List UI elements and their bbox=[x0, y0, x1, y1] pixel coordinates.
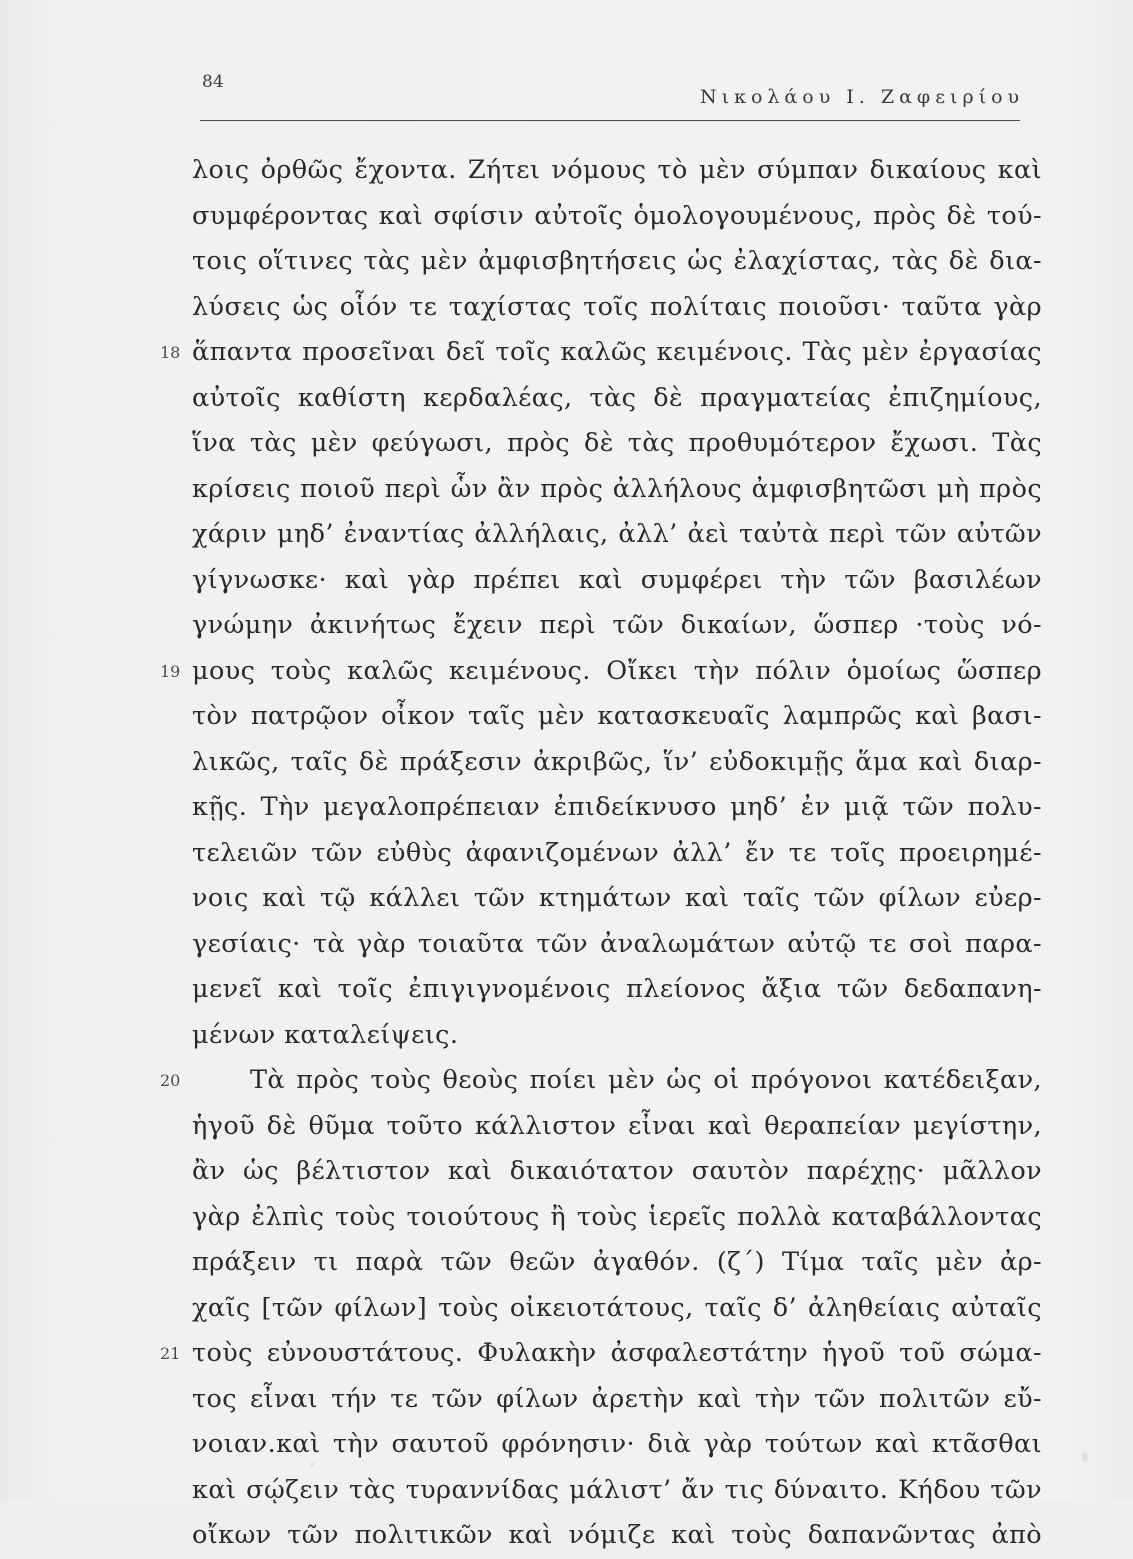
line-text: τος εἶναι τήν τε τῶν φίλων ἀρετὴν καὶ τὴν τῶν πολιτῶν εὔ- bbox=[192, 1383, 1042, 1414]
line-text: συμφέροντας καὶ σφίσιν αὐτοῖς ὁμολογουμένους, πρὸς δὲ τού- bbox=[192, 200, 1042, 231]
text-line bbox=[160, 649, 1042, 695]
text-line bbox=[192, 1422, 1042, 1468]
line-text: γνώμην ἀκινήτως ἔχειν περὶ τῶν δικαίων, ὥσπερ ·τοὺς νό- bbox=[192, 610, 1042, 640]
margin-line-number: 19 bbox=[160, 661, 181, 681]
line-text: κρίσεις ποιοῦ περὶ ὧν ἂν πρὸς ἀλλήλους ἀμφισβητῶσι μὴ πρὸς bbox=[192, 473, 1042, 504]
text-line bbox=[192, 1013, 1042, 1059]
margin-line-number: 21 bbox=[160, 1344, 181, 1363]
text-line bbox=[192, 876, 1042, 922]
text-line bbox=[192, 694, 1042, 740]
text-line bbox=[192, 785, 1042, 831]
line-text: πράξειν τι παρὰ τῶν θεῶν ἀγαθόν. (ζ΄) Τίμα ταῖς μὲν ἀρ- bbox=[192, 1247, 1042, 1277]
line-text: ἂν ὡς βέλτιστον καὶ δικαιότατον σαυτὸν παρέχῃς· μᾶλλον bbox=[192, 1156, 1042, 1186]
text-line bbox=[192, 285, 1042, 331]
paper-smudge bbox=[310, 1462, 315, 1467]
text-line bbox=[192, 1104, 1042, 1150]
line-text: χάριν μηδ’ ἐναντίας ἀλλήλαις, ἀλλ’ ἀεὶ ταὐτὰ περὶ τῶν αὐτῶν bbox=[192, 519, 1042, 549]
line-text: καὶ σῴζειν τὰς τυραννίδας μάλιστ’ ἄν τις δύναιτο. Κήδου τῶν bbox=[192, 1474, 1042, 1505]
text-line bbox=[192, 831, 1042, 877]
text-line bbox=[192, 1149, 1042, 1195]
header-rule bbox=[200, 120, 1020, 121]
line-text: γίγνωσκε· καὶ γὰρ πρέπει καὶ συμφέρει τὴν τῶν βασιλέων bbox=[192, 564, 1042, 595]
text-line bbox=[192, 376, 1042, 422]
text-line bbox=[160, 330, 1042, 376]
text-line bbox=[192, 148, 1042, 194]
text-line bbox=[192, 1513, 1042, 1559]
line-text: νοις καὶ τῷ κάλλει τῶν κτημάτων καὶ ταῖς τῶν φίλων εὐερ- bbox=[192, 883, 1042, 913]
text-line bbox=[192, 421, 1042, 467]
text-line bbox=[192, 1240, 1042, 1286]
line-text: αὐτοῖς καθίστη κερδαλέας, τὰς δὲ πραγματείας ἐπιζημίους, bbox=[192, 382, 1042, 413]
text-line bbox=[192, 467, 1042, 513]
text-line bbox=[192, 194, 1042, 240]
text-line bbox=[192, 922, 1042, 968]
text-line bbox=[192, 512, 1042, 558]
line-text: γεσίαις· τὰ γὰρ τοιαῦτα τῶν ἀναλωμάτων αὐτῷ τε σοὶ παρα- bbox=[192, 928, 1042, 959]
line-text: ἅπαντα προσεῖναι δεῖ τοῖς καλῶς κειμένοις. Τὰς μὲν ἐργασίας bbox=[192, 337, 1042, 367]
line-text: οἴκων τῶν πολιτικῶν καὶ νόμιζε καὶ τοὺς δαπανῶντας ἀπὸ bbox=[192, 1520, 1042, 1550]
line-text: νοιαν.καὶ τὴν σαυτοῦ φρόνησιν· διὰ γὰρ τούτων καὶ κτᾶσθαι bbox=[192, 1429, 1042, 1459]
line-text: λικῶς, ταῖς δὲ πράξεσιν ἀκριβῶς, ἵν’ εὐδοκιμῇς ἅμα καὶ διαρ- bbox=[192, 746, 1042, 777]
line-text: τελειῶν τῶν εὐθὺς ἀφανιζομένων ἀλλ’ ἔν τε τοῖς προειρημέ- bbox=[192, 837, 1042, 868]
text-line bbox=[192, 603, 1042, 649]
text-body bbox=[160, 148, 1042, 1559]
margin-line-number: 20 bbox=[160, 1071, 181, 1090]
text-line bbox=[192, 967, 1042, 1013]
text-line bbox=[192, 1468, 1042, 1514]
margin-line-number: 18 bbox=[160, 343, 181, 362]
line-text: μους τοὺς καλῶς κειμένους. Οἴκει τὴν πόλιν ὁμοίως ὥσπερ bbox=[192, 655, 1042, 686]
line-text: τὸν πατρῷον οἶκον ταῖς μὲν κατασκευαῖς λαμπρῶς καὶ βασι- bbox=[192, 701, 1042, 731]
line-text: μένων καταλείψεις. bbox=[192, 1019, 459, 1050]
line-text: ἵνα τὰς μὲν φεύγωσι, πρὸς δὲ τὰς προθυμότερον ἔχωσι. Τὰς bbox=[192, 428, 1042, 458]
running-head: Νικολάου Ι. Ζαφειρίου bbox=[700, 86, 1025, 108]
line-text: τοὺς εὐνουστάτους. Φυλακὴν ἀσφαλεστάτην ἡγοῦ τοῦ σώμα- bbox=[192, 1338, 1042, 1368]
page-number: 84 bbox=[202, 72, 224, 92]
line-text: γὰρ ἐλπὶς τοὺς τοιούτους ἢ τοὺς ἱερεῖς πολλὰ καταβάλλοντας bbox=[192, 1201, 1042, 1232]
line-text: τοις οἵτινες τὰς μὲν ἀμφισβητήσεις ὡς ἐλαχίστας, τὰς δὲ δια- bbox=[192, 246, 1042, 276]
text-line bbox=[192, 1286, 1042, 1332]
line-text: λοις ὀρθῶς ἔχοντα. Ζήτει νόμους τὸ μὲν σύμπαν δικαίους καὶ bbox=[192, 155, 1042, 185]
text-line bbox=[192, 1377, 1042, 1423]
text-line bbox=[192, 1195, 1042, 1241]
text-line bbox=[192, 239, 1042, 285]
paper-smudge bbox=[1082, 1452, 1088, 1462]
line-text: μενεῖ καὶ τοῖς ἐπιγιγνομένοις πλείονος ἄξια τῶν δεδαπανη- bbox=[192, 974, 1042, 1004]
line-text: ἡγοῦ δὲ θῦμα τοῦτο κάλλιστον εἶναι καὶ θεραπείαν μεγίστην, bbox=[192, 1110, 1042, 1141]
line-text: λύσεις ὡς οἷόν τε ταχίστας τοῖς πολίταις ποιοῦσι· ταῦτα γὰρ bbox=[192, 291, 1042, 322]
line-text: Τὰ πρὸς τοὺς θεοὺς ποίει μὲν ὡς οἱ πρόγονοι κατέδειξαν, bbox=[250, 1065, 1042, 1095]
text-line bbox=[160, 1058, 1042, 1104]
text-line bbox=[192, 558, 1042, 604]
text-line bbox=[160, 1331, 1042, 1377]
line-text: χαῖς [τῶν φίλων] τοὺς οἰκειοτάτους, ταῖς δ’ ἀληθείαις αὐταῖς bbox=[192, 1292, 1042, 1323]
text-line bbox=[192, 740, 1042, 786]
line-text: κῇς. Τὴν μεγαλοπρέπειαν ἐπιδείκνυσο μηδ’ ἐν μιᾷ τῶν πολυ- bbox=[192, 792, 1042, 822]
